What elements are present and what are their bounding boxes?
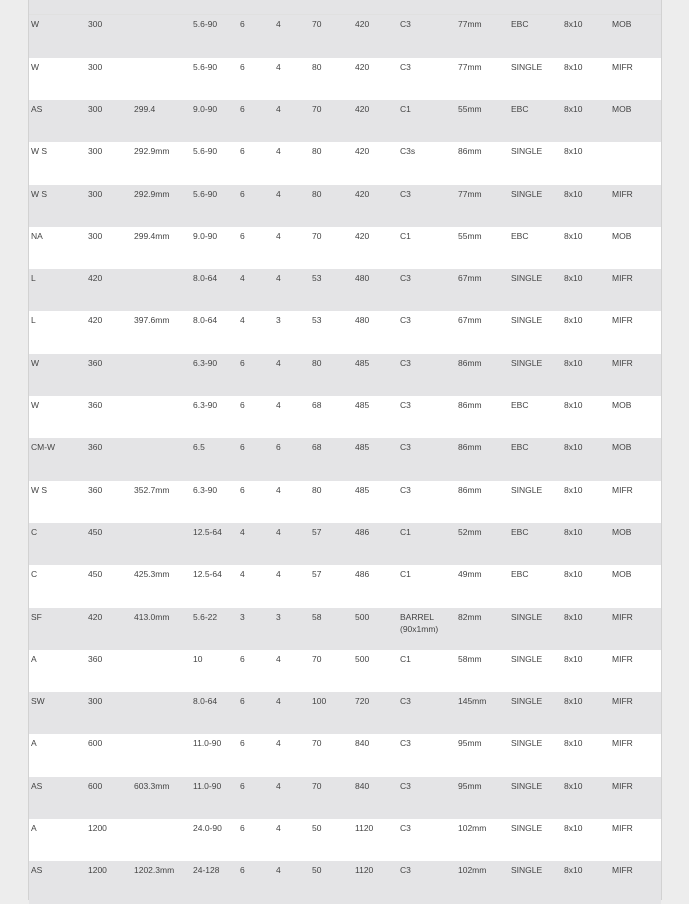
table-row (29, 58, 661, 100)
table-cell: C3 (400, 780, 411, 791)
table-cell: 50 (312, 823, 322, 834)
table-cell: W (31, 19, 40, 29)
table-cell: SINGLE (511, 273, 543, 284)
divider (29, 14, 661, 15)
table-cell: 6 (240, 823, 245, 834)
table-cell: 86mm (458, 484, 482, 495)
table-cell: 420 (88, 273, 103, 284)
table-cell: 352.7mm (134, 484, 170, 495)
table-cell: 95mm (458, 738, 482, 749)
table-row (29, 311, 661, 353)
table-cell: 1120 (355, 865, 374, 876)
table-cell: C3 (400, 823, 411, 834)
table-cell: 3 (276, 315, 281, 326)
table-cell: 6.3-90 (193, 484, 218, 495)
table-cell: 292.9mm (134, 146, 170, 157)
table-cell: 6 (240, 230, 245, 241)
table-cell: MOB (612, 526, 632, 537)
table-cell: 11.0-90 (193, 780, 222, 791)
table-cell: 600 (88, 738, 103, 749)
table-cell: 49mm (458, 569, 482, 580)
table-row (29, 650, 661, 692)
table-cell: 4 (276, 400, 281, 411)
table-cell: SINGLE (511, 315, 543, 326)
table-cell (612, 142, 661, 184)
table-cell: 8.0-64 (193, 273, 218, 284)
table-cell: MIFR (612, 357, 633, 368)
table-cell: 4 (276, 653, 281, 664)
table-cell: 6 (240, 357, 245, 368)
table-cell: 840 (355, 738, 370, 749)
table-cell: L (31, 273, 36, 284)
table-cell: NA (31, 230, 43, 241)
table-cell: 4 (276, 103, 281, 114)
table-cell: 360 (88, 484, 103, 495)
table-cell (134, 396, 193, 438)
table-cell: MIFR (612, 823, 633, 834)
table-cell: 86mm (458, 442, 482, 453)
table-cell: SINGLE (511, 653, 543, 664)
table-cell: MIFR (612, 865, 633, 876)
table-cell: MOB (612, 103, 632, 114)
table-cell: 600 (88, 780, 103, 791)
table-cell: 420 (355, 19, 370, 29)
table-cell: 480 (355, 273, 370, 284)
table-cell: 6 (240, 103, 245, 114)
table-cell: 5.6-90 (193, 146, 218, 157)
table-cell: 8x10 (564, 315, 583, 326)
table-cell: A (31, 823, 37, 834)
table-row (29, 269, 661, 311)
table-cell: 450 (88, 569, 103, 580)
table-row (29, 227, 661, 269)
table-row (29, 481, 661, 523)
table-cell: 70 (312, 738, 322, 749)
table-cell: 67mm (458, 273, 482, 284)
table-cell: EBC (511, 442, 529, 453)
table-cell: 840 (355, 780, 370, 791)
table-cell: 95mm (458, 780, 482, 791)
table-cell: AS (31, 103, 43, 114)
table-cell: C3 (400, 19, 411, 29)
table-cell: W (31, 357, 40, 368)
table-cell: MIFR (612, 484, 633, 495)
table-cell: MOB (612, 442, 632, 453)
table-cell: 8x10 (564, 484, 583, 495)
table-cell: 4 (240, 273, 245, 284)
table-cell: 420 (355, 61, 370, 72)
table-cell: 4 (276, 188, 281, 199)
table-cell: 486 (355, 526, 370, 537)
table-cell: 102mm (458, 865, 487, 876)
table-cell: 57 (312, 526, 322, 537)
table-cell: 480 (355, 315, 370, 326)
table-cell: 24.0-90 (193, 823, 222, 834)
table-cell: 420 (88, 611, 103, 622)
table-cell: 485 (355, 400, 370, 411)
table-cell: 86mm (458, 146, 482, 157)
table-cell: C3 (400, 865, 411, 876)
table-cell: 8x10 (564, 400, 583, 411)
table-cell: W (31, 61, 40, 72)
table-cell: 1200 (88, 823, 107, 834)
table-cell: SINGLE (511, 61, 543, 72)
table-cell: EBC (511, 569, 529, 580)
table-cell (134, 354, 193, 396)
table-cell: 8x10 (564, 696, 583, 707)
table-cell: 6 (240, 61, 245, 72)
table-cell: C3 (400, 315, 411, 326)
table-cell: 6 (240, 653, 245, 664)
table-cell: SINGLE (511, 484, 543, 495)
table-cell: 603.3mm (134, 780, 170, 791)
table-cell: 57 (312, 569, 322, 580)
table-cell: 6 (240, 696, 245, 707)
table-cell: 80 (312, 146, 322, 157)
table-cell: 80 (312, 188, 322, 199)
table-cell: L (31, 315, 36, 326)
table-cell: C (31, 569, 38, 580)
table-cell: 299.4 (134, 103, 156, 114)
table-cell: 5.6-90 (193, 188, 218, 199)
table-cell: MIFR (612, 273, 633, 284)
table-cell: MIFR (612, 611, 633, 622)
table-cell: 6 (240, 865, 245, 876)
table-cell: 68 (312, 400, 322, 411)
table-cell: 485 (355, 484, 370, 495)
table-cell: 8x10 (564, 230, 583, 241)
table-cell: 1120 (355, 823, 374, 834)
table-cell: C1 (400, 569, 411, 580)
table-cell: 420 (355, 188, 370, 199)
table-cell: 4 (240, 315, 245, 326)
table-cell: 53 (312, 273, 322, 284)
table-cell: C1 (400, 653, 411, 664)
table-cell: 1200 (88, 865, 107, 876)
table-cell: C1 (400, 230, 411, 241)
table-cell: 360 (88, 400, 103, 411)
table-cell: 6.5 (193, 442, 205, 453)
table-cell: 4 (276, 357, 281, 368)
table-cell (134, 819, 193, 861)
table-cell: SINGLE (511, 738, 543, 749)
table-cell: 4 (240, 526, 245, 537)
table-cell: 8x10 (564, 273, 583, 284)
table-cell: 70 (312, 653, 322, 664)
table-cell: 4 (276, 780, 281, 791)
table-cell: 4 (276, 146, 281, 157)
table-cell: SF (31, 611, 42, 622)
table-cell: MOB (612, 19, 632, 29)
table-cell: 3 (240, 611, 245, 622)
table-cell: 6 (240, 442, 245, 453)
table-cell: 8x10 (564, 865, 583, 876)
table-cell: 4 (276, 484, 281, 495)
table-cell: 8x10 (564, 442, 583, 453)
table-cell: MOB (612, 230, 632, 241)
table-cell: 420 (355, 146, 370, 157)
table-cell: 8x10 (564, 103, 583, 114)
table-cell: 6 (240, 19, 245, 29)
table-cell: C3 (400, 738, 411, 749)
table-cell: 10 (193, 653, 203, 664)
table-cell: 70 (312, 103, 322, 114)
table-cell: 420 (88, 315, 103, 326)
table-cell: C3 (400, 696, 411, 707)
table-cell: 5.6-90 (193, 61, 218, 72)
table-cell: 24-128 (193, 865, 220, 876)
table-cell: MIFR (612, 61, 633, 72)
table-cell: 4 (276, 61, 281, 72)
table-cell (134, 269, 193, 311)
table-cell: MIFR (612, 738, 633, 749)
table-cell: 6.3-90 (193, 357, 218, 368)
table-cell: 8x10 (564, 569, 583, 580)
table-cell: 500 (355, 653, 370, 664)
table-cell: MOB (612, 400, 632, 411)
table-cell: A (31, 738, 37, 749)
table-cell: 4 (276, 230, 281, 241)
table-cell: 67mm (458, 315, 482, 326)
table-cell: 80 (312, 357, 322, 368)
table-cell (134, 734, 193, 776)
table-row (29, 565, 661, 607)
table-cell (134, 692, 193, 734)
table-cell: 6 (240, 188, 245, 199)
table-cell: 4 (276, 273, 281, 284)
table-cell: 8x10 (564, 19, 583, 29)
table-cell: 6 (240, 780, 245, 791)
table-cell: 300 (88, 19, 103, 29)
table-cell: EBC (511, 400, 529, 411)
table-row (29, 777, 661, 819)
table-cell: 77mm (458, 61, 482, 72)
table-cell: 299.4mm (134, 230, 170, 241)
table-cell: 70 (312, 780, 322, 791)
table-cell: SINGLE (511, 865, 543, 876)
table-cell: C3 (400, 357, 411, 368)
table-cell: C3 (400, 273, 411, 284)
table-cell: MIFR (612, 696, 633, 707)
table-cell: 145mm (458, 696, 487, 707)
table-cell (134, 0, 193, 58)
table-cell: W S (31, 146, 48, 157)
table-cell: 4 (276, 865, 281, 876)
table-cell: 8x10 (564, 738, 583, 749)
table-cell (134, 523, 193, 565)
table-cell: 5.6-90 (193, 19, 218, 29)
table-cell: 4 (276, 19, 281, 29)
table-cell: 80 (312, 484, 322, 495)
table-cell: C1 (400, 526, 411, 537)
table-cell: 52mm (458, 526, 482, 537)
table-cell: 413.0mm (134, 611, 170, 622)
table-cell: 300 (88, 61, 103, 72)
table-cell: SINGLE (511, 357, 543, 368)
table-cell: 420 (355, 230, 370, 241)
table-cell: 58mm (458, 653, 482, 664)
table-cell: 4 (276, 696, 281, 707)
table-row (29, 354, 661, 396)
table-cell: SINGLE (511, 611, 543, 622)
table-cell: 8x10 (564, 823, 583, 834)
table-cell: 102mm (458, 823, 487, 834)
table-cell: 68 (312, 442, 322, 453)
table-cell: 4 (276, 569, 281, 580)
table-cell: C3 (400, 484, 411, 495)
table-row (29, 100, 661, 142)
table-cell: 50 (312, 865, 322, 876)
table-cell: 77mm (458, 19, 482, 29)
table-cell: C3s (400, 146, 416, 157)
table-cell: 6 (240, 400, 245, 411)
table-cell: 8x10 (564, 188, 583, 199)
table-cell: 720 (355, 696, 370, 707)
table-cell: 292.9mm (134, 188, 170, 199)
table-cell: 53 (312, 315, 322, 326)
table-cell: EBC (511, 19, 529, 29)
table-cell: CM-W (31, 442, 56, 453)
table-cell: EBC (511, 103, 529, 114)
table-cell: SINGLE (511, 188, 543, 199)
table-cell: 12.5-64 (193, 569, 222, 580)
table-cell: MIFR (612, 653, 633, 664)
table-cell: AS (31, 780, 43, 791)
table-cell: 100 (312, 696, 327, 707)
table-cell: 6 (240, 484, 245, 495)
lens-spec-table (29, 0, 661, 904)
table-cell: 8x10 (564, 653, 583, 664)
table-cell: 4 (276, 823, 281, 834)
table-cell (134, 438, 193, 480)
data-table-panel (28, 0, 662, 900)
table-cell: W S (31, 484, 48, 495)
table-row (29, 692, 661, 734)
table-cell: 360 (88, 442, 103, 453)
table-cell: 8x10 (564, 357, 583, 368)
table-row (29, 438, 661, 480)
table-cell: C3 (400, 442, 411, 453)
table-cell: 4 (240, 569, 245, 580)
table-cell: 5.6-22 (193, 611, 218, 622)
table-cell: 8.0-64 (193, 696, 218, 707)
table-cell: 485 (355, 442, 370, 453)
table-cell: SINGLE (511, 696, 543, 707)
table-cell: 3 (276, 611, 281, 622)
table-cell: 12.5-64 (193, 526, 222, 537)
table-cell: 300 (88, 146, 103, 157)
table-cell: SW (31, 696, 45, 707)
table-row (29, 819, 661, 861)
table-cell: 8x10 (564, 146, 583, 157)
table-row (29, 185, 661, 227)
table-cell: 8.0-64 (193, 315, 218, 326)
table-cell: 1202.3mm (134, 865, 175, 876)
table-cell: 55mm (458, 103, 482, 114)
table-cell: 8x10 (564, 611, 583, 622)
table-cell: A (31, 653, 37, 664)
table-cell: 4 (276, 526, 281, 537)
table-cell: 486 (355, 569, 370, 580)
table-cell: 82mm (458, 611, 482, 622)
table-cell: 80 (312, 61, 322, 72)
table-cell: 300 (88, 103, 103, 114)
table-cell: W (31, 400, 40, 411)
table-cell: 55mm (458, 230, 482, 241)
table-cell: 6.3-90 (193, 400, 218, 411)
table-cell: 86mm (458, 400, 482, 411)
table-cell: 300 (88, 188, 103, 199)
table-cell: SINGLE (511, 780, 543, 791)
table-cell: 11.0-90 (193, 738, 222, 749)
table-cell: SINGLE (511, 146, 543, 157)
table-cell: MIFR (612, 188, 633, 199)
table-cell: 6 (276, 442, 281, 453)
table-cell: 425.3mm (134, 569, 170, 580)
table-cell: MOB (612, 569, 632, 580)
table-cell: MIFR (612, 315, 633, 326)
table-cell: 300 (88, 230, 103, 241)
table-row (29, 0, 661, 58)
table-cell: W S (31, 188, 48, 199)
table-row (29, 734, 661, 776)
table-cell: 70 (312, 19, 322, 29)
table-cell: EBC (511, 230, 529, 241)
table-cell: AS (31, 865, 43, 876)
table-cell: 360 (88, 357, 103, 368)
table-cell: 86mm (458, 357, 482, 368)
table-cell: C3 (400, 61, 411, 72)
table-cell: EBC (511, 526, 529, 537)
table-cell: 8x10 (564, 780, 583, 791)
table-cell: 9.0-90 (193, 103, 218, 114)
table-cell: C (31, 526, 38, 537)
table-row (29, 396, 661, 438)
table-cell: BARREL (90x1mm) (400, 611, 439, 634)
table-cell: C3 (400, 188, 411, 199)
table-cell: C3 (400, 400, 411, 411)
table-cell: 4 (276, 738, 281, 749)
table-row (29, 142, 661, 184)
table-row (29, 608, 661, 650)
table-cell: SINGLE (511, 823, 543, 834)
table-cell: 8x10 (564, 526, 583, 537)
table-cell: 70 (312, 230, 322, 241)
table-cell: 6 (240, 146, 245, 157)
table-cell: 300 (88, 696, 103, 707)
table-row (29, 861, 661, 903)
table-cell (134, 650, 193, 692)
table-cell: 397.6mm (134, 315, 170, 326)
table-cell: 8x10 (564, 61, 583, 72)
table-row (29, 523, 661, 565)
table-cell: 485 (355, 357, 370, 368)
table-cell: MIFR (612, 780, 633, 791)
table-cell: 6 (240, 738, 245, 749)
table-cell: 9.0-90 (193, 230, 218, 241)
table-cell: 360 (88, 653, 103, 664)
table-cell (134, 58, 193, 100)
table-cell: C1 (400, 103, 411, 114)
table-cell: 58 (312, 611, 322, 622)
table-cell: 77mm (458, 188, 482, 199)
table-cell: 500 (355, 611, 370, 622)
table-cell: 420 (355, 103, 370, 114)
table-cell: 450 (88, 526, 103, 537)
